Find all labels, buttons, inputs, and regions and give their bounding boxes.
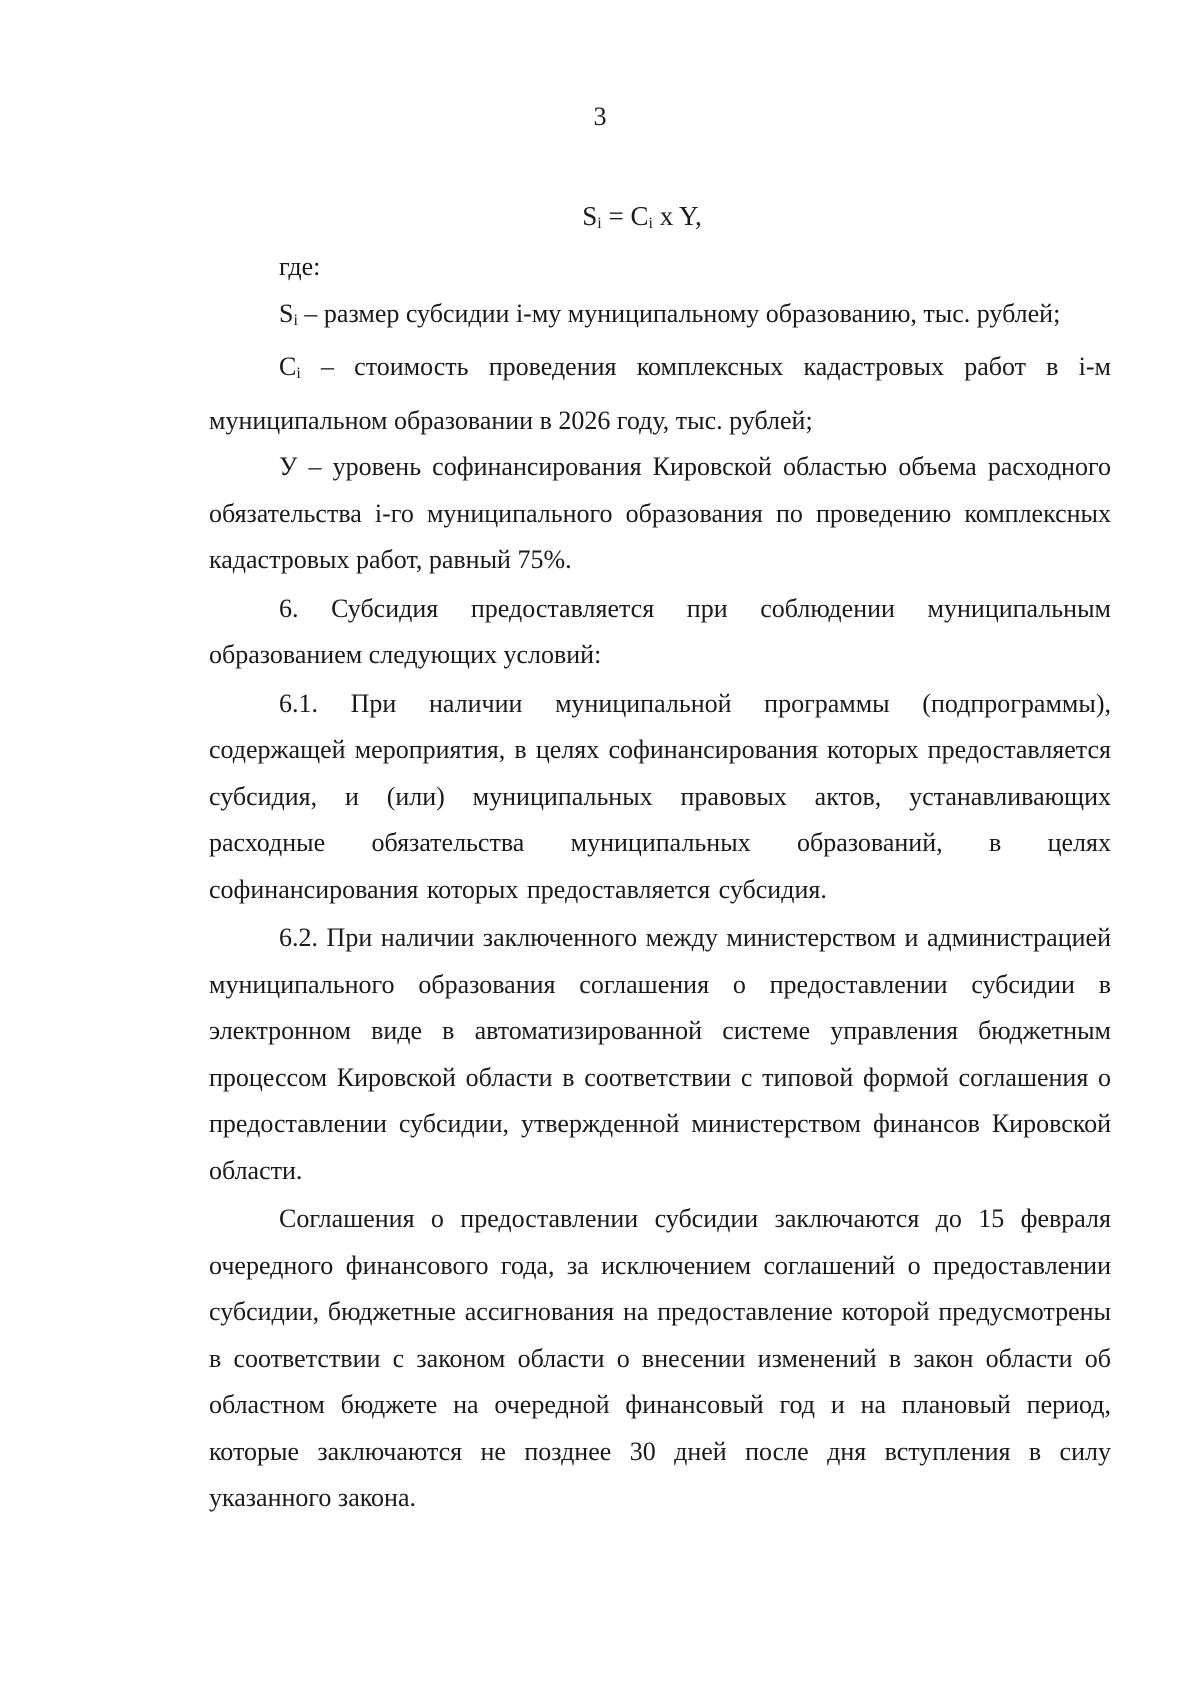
formula-equals: =: [601, 201, 631, 231]
definition-s-symbol: S: [279, 298, 294, 328]
definition-c: [209, 344, 1111, 444]
formula-c-subscript: i: [648, 215, 653, 232]
paragraph-6: 6. Субсидия предоставляется при соблюдении муниципальным образованием следующих условий:: [209, 593, 1111, 669]
formula-s-subscript: i: [597, 215, 602, 232]
definition-s: [209, 291, 1111, 345]
paragraph-agreements: Соглашения о предоставлении субсидии заключаются до 15 февраля очередного финансового года, за исключением соглашений о предоставлении субсидии, бюджетные ассигнования на предоставление которой предусмотрены в соответствии с законом области о внесении изменений в закон области об областном бюджете на очередной финансовый год и на плановый период, которые заключаются не позднее 30 дней после дня вступления в силу указанного закона.: [209, 1204, 1111, 1512]
definition-y: У – уровень софинансирования Кировской областью объема расходного обязательства i-го муниципального образования по проведению комплексных кадастровых работ, равный 75%.: [209, 452, 1111, 574]
where-label: где:: [279, 252, 321, 281]
formula-s-symbol: S: [582, 201, 598, 231]
page-number: 3: [593, 102, 607, 131]
definition-c-text: – стоимость проведения комплексных кадастровых работ в i-м муниципальном образовании в 2026 году, тыс. рублей;: [209, 352, 1111, 435]
subsidy-formula: [0, 200, 1200, 240]
paragraph-6-2: 6.2. При наличии заключенного между министерством и администрацией муниципального образования соглашения о предоставлении субсидии в электронном виде в автоматизированной системе управления бюджетным процессом Кировской области в соответствии с типовой формой соглашения о предоставлении субсидии, утвержденной министерством финансов Кировской области.: [209, 923, 1111, 1185]
definition-c-subscript: i: [296, 365, 301, 382]
formula-c-symbol: C: [630, 201, 649, 231]
definition-s-subscript: i: [293, 311, 298, 329]
definition-s-text: – размер субсидии i-му муниципальному образованию, тыс. рублей;: [297, 298, 1061, 328]
formula-rest: x Y,: [652, 201, 702, 231]
paragraph-6-1: 6.1. При наличии муниципальной программы (подпрограммы), содержащей мероприятия, в целях софинансирования которых предоставляется субсидия, и (или) муниципальных правовых актов, устанавливающих расходные обязательства муниципальных образований, в целях софинансирования которых предоставляется субсидия.: [209, 688, 1111, 904]
document-body: [209, 244, 1111, 1522]
definition-c-symbol: C: [279, 352, 297, 381]
